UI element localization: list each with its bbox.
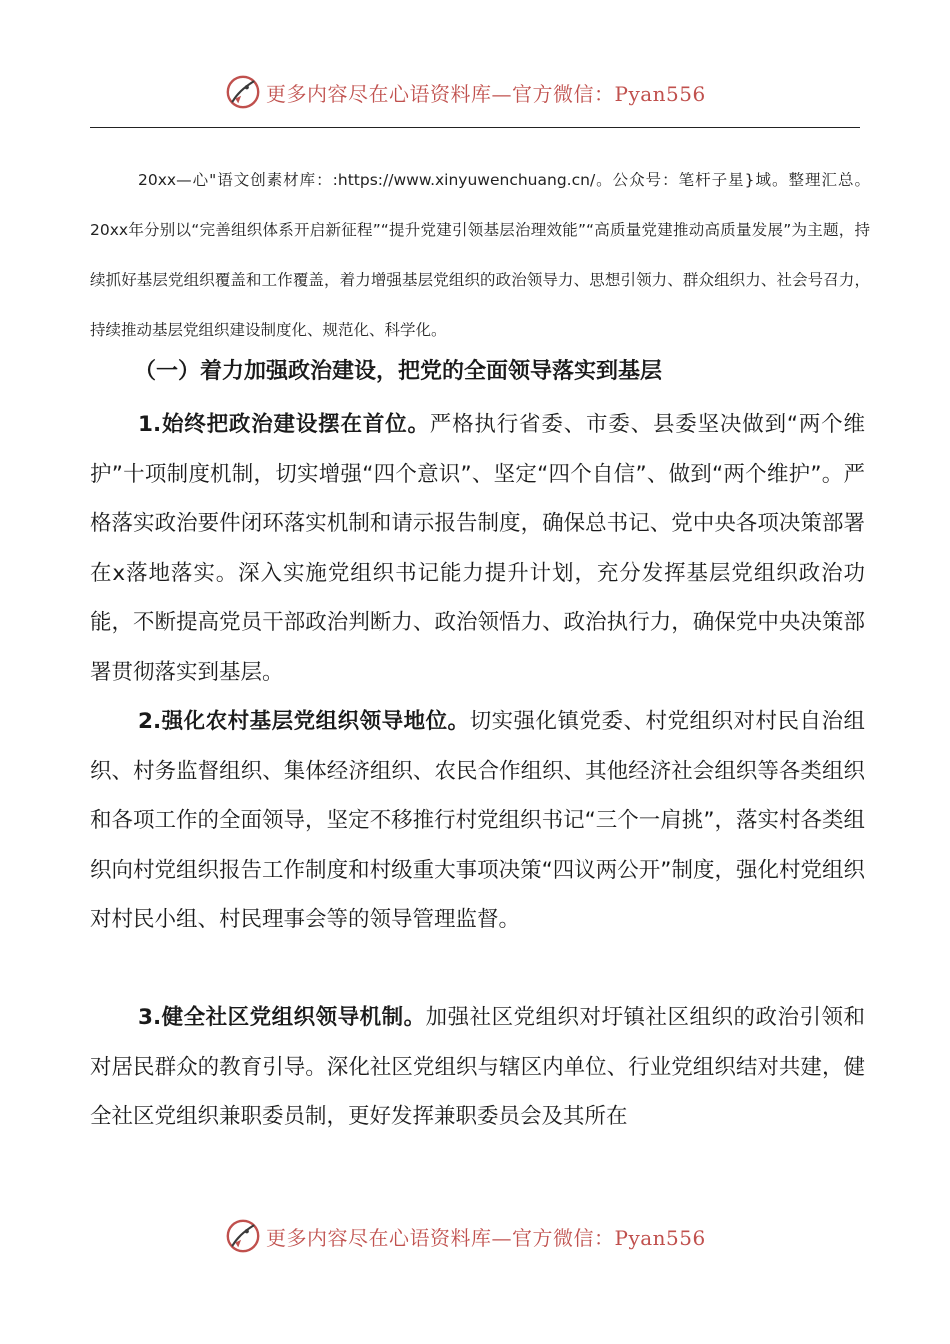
item-2-paragraph (90, 697, 865, 945)
item-2-title: 2.强化农村基层党组织领导地位。 (138, 709, 470, 734)
header-watermark-banner (0, 72, 950, 112)
pen-seal-logo-icon (224, 73, 262, 111)
item-2-body: 切实强化镇党委、村党组织对村民自治组织、村务监督组织、集体经济组织、农民合作组织、其他经济社会组织等各类组织和各项工作的全面领导，坚定不移推行村党组织书记“三个一肩挑”，落实村各类组织向村党组织报告工作制度和村级重大事项决策“四议两公开”制度，强化村党组织对村民小组、村民理事会等的领导管理监督。 (90, 709, 865, 932)
item-1-paragraph (90, 400, 865, 697)
intro-paragraph (90, 155, 870, 355)
intro-text: 20xx—心"语文创素材库：:https://www.xinyuwenchuang.cn/。公众号：笔杆子星}域。整理汇总。20xx年分别以“完善组织体系开启新征程”“提升党建引领基层治理效能”“高质量党建推动高质量发展”为主题，持续抓好基层党组织覆盖和工作覆盖，着力增强基层党组织的政治领导力、思想引领力、群众组织力、社会号召力，持续推动基层党组织建设制度化、规范化、科学化。 (90, 171, 870, 339)
item-3-title: 3.健全社区党组织领导机制。 (138, 1005, 426, 1030)
footer-watermark-banner (0, 1216, 950, 1256)
item-3-paragraph (90, 993, 865, 1142)
banner-text: 更多内容尽在心语资料库—官方微信：Pyan556 (266, 1225, 706, 1250)
pen-seal-logo-icon (224, 1217, 262, 1255)
item-3-body: 加强社区党组织对圩镇社区组织的政治引领和对居民群众的教育引导。深化社区党组织与辖区内单位、行业党组织结对共建，健全社区党组织兼职委员制，更好发挥兼职委员会及其所在 (90, 1005, 865, 1129)
item-1-body: 严格执行省委、市委、县委坚决做到“两个维护”十项制度机制，切实增强“四个意识”、坚定“四个自信”、做到“两个维护”。严格落实政治要件闭环落实机制和请示报告制度，确保总书记、党中央各项决策部署在x落地落实。深入实施党组织书记能力提升计划，充分发挥基层党组织政治功能，不断提高党员干部政治判断力、政治领悟力、政治执行力，确保党中央决策部署贯彻落实到基层。 (90, 412, 865, 685)
header-divider (90, 127, 860, 128)
banner-text: 更多内容尽在心语资料库—官方微信：Pyan556 (266, 81, 706, 106)
section-heading: （一）着力加强政治建设，把党的全面领导落实到基层 (134, 359, 663, 384)
item-1-title: 1.始终把政治建设摆在首位。 (138, 412, 430, 437)
